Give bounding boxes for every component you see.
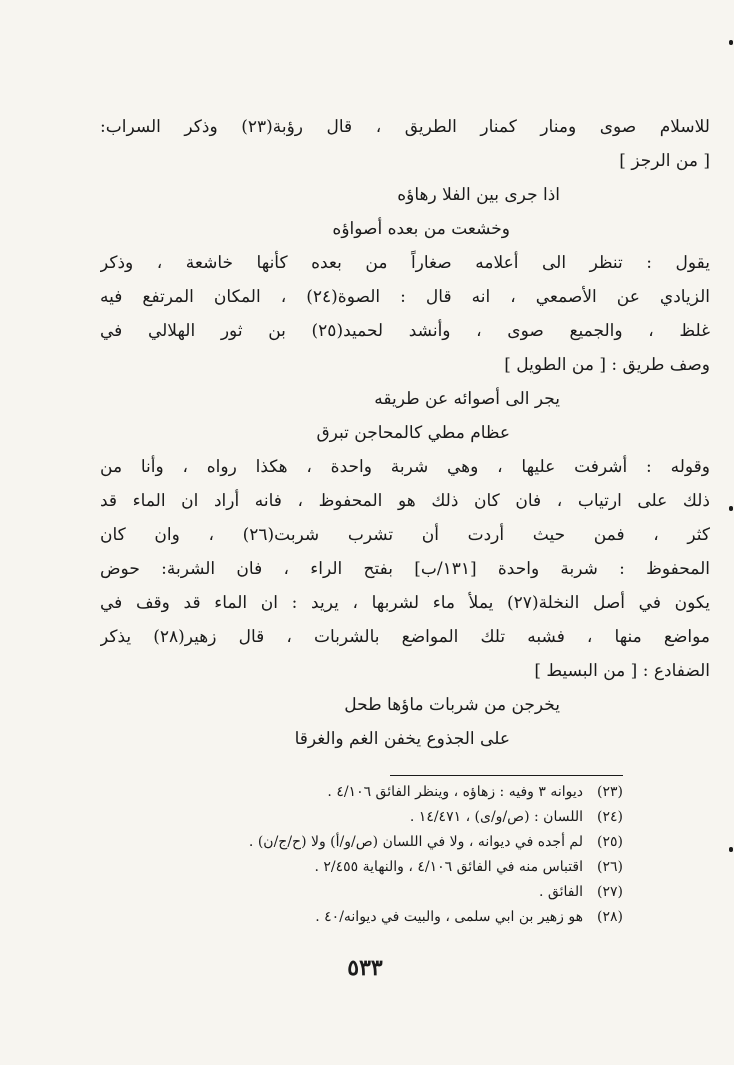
footnote-number: (٢٦) [597,859,623,875]
footnote [200,905,623,930]
text-line: للاسلام صوى ومنار كمنار الطريق ، قال رؤبة(٢٣) وذكر السراب: [100,117,710,137]
text-line: كثر ، فمن حيث أردت أن تشرب شربت(٢٦) ، وان كان [100,525,710,545]
footnote [200,855,623,880]
footnote [200,830,623,855]
footnote-text: لم أجده في ديوانه ، ولا في اللسان (ص/و/أ) ولا (ح/ج/ن) . [248,834,583,850]
text-line: [ من الرجز ] [619,151,710,171]
footnote-number: (٢٣) [597,784,623,800]
footnote-text: الفائق . [539,884,583,900]
edge-mark [729,40,733,45]
edge-mark [729,506,733,511]
verse-line: يخرجن من شربات ماؤها طحل [344,695,560,715]
footnote-text: اللسان : (ص/و/ى) ، ١٤/٤٧١ . [409,809,583,825]
footnote-number: (٢٥) [597,834,623,850]
text-line: يقول : تنظر الى أعلامه صغاراً من بعده كأنها خاشعة ، وذكر [100,253,710,273]
verse-line: عظام مطي كالمحاجن تبرق [316,423,510,443]
footnote-number: (٢٨) [597,909,623,925]
footnote [200,805,623,830]
footnote-number: (٢٧) [597,884,623,900]
text-line: المحفوظ : شربة واحدة [١٣١/ب] بفتح الراء ، فان الشربة: حوض [100,559,710,579]
text-line: مواضع منها ، فشبه تلك المواضع بالشربات ، قال زهير(٢٨) يذكر [100,627,710,647]
verse-line: يجر الى أصوائه عن طريقه [374,389,560,409]
footnote-text: هو زهير بن ابي سلمى ، والبيت في ديوانه/٤٠ . [315,909,583,925]
footnote [200,780,623,805]
text-line: غلظ ، والجميع صوى ، وأنشد لحميد(٢٥) بن ثور الهلالي في [100,321,710,341]
footnotes [200,780,623,930]
text-line: الزيادي عن الأصمعي ، انه قال : الصوة(٢٤) ، المكان المرتفع فيه [100,287,710,307]
footnote-number: (٢٤) [597,809,623,825]
text-line: وصف طريق : [ من الطويل ] [504,355,710,375]
footnote-text: اقتباس منه في الفائق ٤/١٠٦ ، والنهاية ٢/٤٥٥ . [314,859,583,875]
footnote [200,880,623,905]
edge-mark [729,847,733,852]
page-number: ٥٣٣ [347,955,383,981]
main-text [100,110,710,756]
text-line: ذلك على ارتياب ، فان كان ذلك هو المحفوظ ، فانه أراد ان الماء قد [100,491,710,511]
footnote-divider [390,775,623,776]
footnote-text: ديوانه ٣ وفيه : زهاؤه ، وينظر الفائق ٤/١٠٦ . [327,784,583,800]
verse-line: على الجذوع يخفن الغم والغرقا [294,729,510,749]
text-line: الضفادع : [ من البسيط ] [534,661,710,681]
verse-line: اذا جرى بين الفلا رهاؤه [397,185,560,205]
text-line: يكون في أصل النخلة(٢٧) يملأ ماء لشربها ، يريد : ان الماء قد وقف في [100,593,710,613]
verse-line: وخشعت من بعده أصواؤه [332,219,510,239]
text-line: وقوله : أشرفت عليها ، وهي شربة واحدة ، هكذا رواه ، وأنا من [100,457,710,477]
